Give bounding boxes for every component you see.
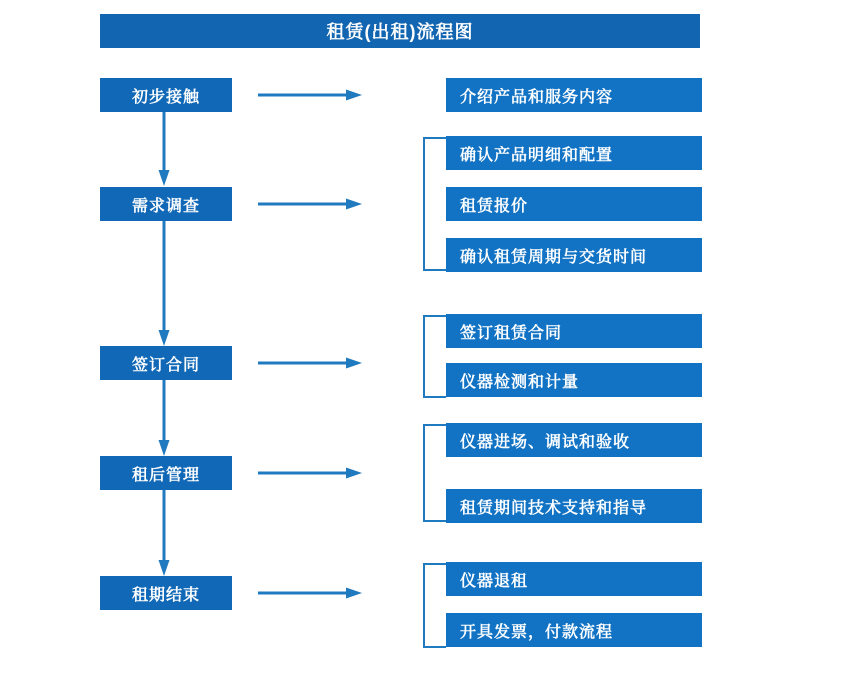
stage-item-4-1[interactable]: 开具发票，付款流程 <box>446 613 702 647</box>
brace-connector-icon <box>416 136 446 272</box>
stage-node-0[interactable]: 初步接触 <box>100 78 232 112</box>
right-arrow-icon <box>258 467 362 479</box>
stage-item-3-0[interactable]: 仪器进场、调试和验收 <box>446 423 702 457</box>
stage-node-3[interactable]: 租后管理 <box>100 456 232 490</box>
brace-connector-icon <box>416 423 446 523</box>
right-arrow-icon <box>258 587 362 599</box>
stage-node-4[interactable]: 租期结束 <box>100 576 232 610</box>
stage-item-1-0[interactable]: 确认产品明细和配置 <box>446 136 702 170</box>
stage-item-4-0[interactable]: 仪器退租 <box>446 562 702 596</box>
right-arrow-icon <box>258 357 362 369</box>
stage-node-2[interactable]: 签订合同 <box>100 346 232 380</box>
stage-item-2-0[interactable]: 签订租赁合同 <box>446 314 702 348</box>
down-arrow-icon <box>158 112 170 186</box>
stage-item-3-1[interactable]: 租赁期间技术支持和指导 <box>446 489 702 523</box>
down-arrow-icon <box>158 490 170 576</box>
brace-connector-icon <box>416 314 446 399</box>
brace-connector-icon <box>416 562 446 649</box>
right-arrow-icon <box>258 89 362 101</box>
stage-node-1[interactable]: 需求调查 <box>100 187 232 221</box>
stage-item-1-2[interactable]: 确认租赁周期与交货时间 <box>446 238 702 272</box>
down-arrow-icon <box>158 380 170 456</box>
down-arrow-icon <box>158 221 170 346</box>
page-title: 租赁(出租)流程图 <box>100 14 700 48</box>
right-arrow-icon <box>258 198 362 210</box>
stage-item-2-1[interactable]: 仪器检测和计量 <box>446 363 702 397</box>
stage-item-1-1[interactable]: 租赁报价 <box>446 187 702 221</box>
stage-item-0-0[interactable]: 介绍产品和服务内容 <box>446 78 702 112</box>
